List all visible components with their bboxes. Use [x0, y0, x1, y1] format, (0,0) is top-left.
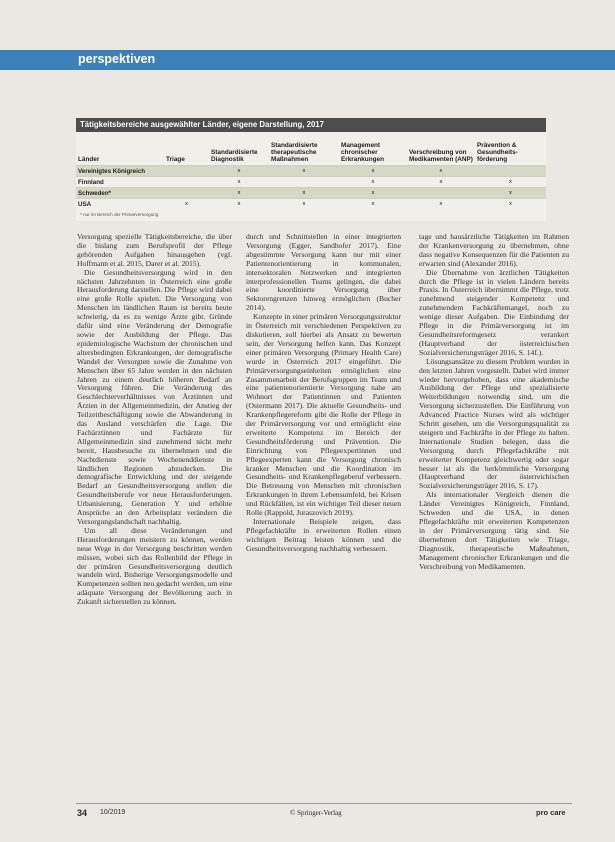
table-header: Standardisierte therapeutische Maßnahmen	[271, 142, 318, 163]
table-cell-country: Vereinigtes Königreich	[76, 166, 164, 177]
figure-title: Tätigkeitsbereiche ausgewählter Länder, eigene Darstellung, 2017	[76, 118, 546, 132]
table-cell: x	[339, 199, 407, 210]
table-cell-country: USA	[76, 199, 164, 210]
paragraph: Die Übernahme von ärztlichen Tätigkeiten durch die Pflege ist in vielen Ländern bereits Praxis. In Österreich übernimmt die Pflege, trotz zunehmend steigender Kompetenz und zunehmendem Fachkräftemangel, noch zu wenige dieser Aufgaben. Die Einbindung der Pflege in die Primärversorgung ist im Gesundheitsreformgesetz verankert (Hauptverband der österreichischen Sozialversicherungsträger 2016, S. 14f.).	[419, 267, 569, 357]
table-cell: x	[269, 199, 339, 210]
page-number: 34	[77, 808, 88, 818]
table-row	[76, 177, 546, 188]
table-cell-country: Schweden*	[76, 188, 164, 199]
table-header: Triage	[166, 156, 185, 163]
table-cell: x	[164, 199, 209, 210]
magazine-name: pro care	[536, 808, 566, 817]
table-row	[76, 188, 546, 199]
paragraph: tage und hausärztliche Tätigkeiten im Rahmen der Krankenversorgung zu übernehmen, ohne dass negative Konsequenzen für die Patienten zu erwarten sind (Alexander 2016).	[419, 233, 569, 268]
table-row	[76, 166, 546, 177]
table-cell: x	[475, 188, 546, 199]
paragraph: Um all diese Veränderungen und Herausforderungen meistern zu können, werden neue Wege in der Versorgung beschritten werden müssen, wobei sich das Rollenbild der Pflege in der primären Gesundheitsversorgung deutlich wandeln wird. Bisherige Versorgungsmodelle und Kompetenzen sollten neu gedacht werden, um eine adäquate Versorgung der Bevölkerung auch in Zukunft sicherstellen zu können.	[77, 525, 232, 607]
table-cell: x	[407, 199, 475, 210]
table-header: Standardisierte Diagnostik	[211, 149, 258, 163]
table-header: Management chronischer Erkrankungen	[341, 142, 384, 163]
table-cell: x	[475, 177, 546, 188]
table-cell	[164, 166, 209, 177]
figure-table-box	[76, 118, 546, 221]
table-cell: x	[209, 188, 269, 199]
table-header: Verschreibung von Medikamenten (ANP)	[409, 149, 473, 163]
table-cell: x	[269, 188, 339, 199]
table-cell: x	[339, 188, 407, 199]
footer-divider	[76, 803, 572, 804]
publisher-credit: © Springer-Verlag	[290, 809, 342, 817]
table-cell: x	[209, 199, 269, 210]
table-header-row	[76, 132, 546, 166]
section-title: perspektiven	[78, 52, 156, 66]
paragraph: Versorgung spezielle Tätigkeitsbereiche, die über die bislang zum Berufsprofil der Pflege gehörenden Aufgaben hinausgehen (vgl. Hoffmann et al. 2015, Darer et al. 2015).	[77, 233, 232, 268]
paragraph: Lösungsansätze zu diesem Problem wurden in den letzten Jahren vorgestellt. Dabei wird immer wieder hervorgehoben, dass eine akademische Ausbildung der Pflege und spezialisierte Weiterbildungen notwendig sind, um die Versorgung sicherzustellen. Die Einführung von Advanced Practice Nurses wird als wichtiger Schritt gesehen, um die Versorgungsqualität zu steigern und Fachkräfte in der Pflege zu halten. Internationale Studien belegen, dass die Versorgung durch Pflegefachkräfte mit erweiterter Kompetenz gleichwertig oder sogar besser ist als die herkömmliche Versorgung (Hauptverband der österreichischen Sozialversicherungsträger 2016, S. 17).	[419, 356, 569, 491]
table-cell	[269, 177, 339, 188]
paragraph: Konzepte in einer primären Versorgungsstruktur in Österreich mit verschiedenen Perspektiven zu diskutieren, soll hierbei als Ansatz zu bewerten sein, der Versorgung helfen kann. Das Konzept einer primären Versorgung (Primary Health Care) wurde in Österreich 2017 eingeführt. Die Primärversorgungseinheiten ermöglichen eine Zusammenarbeit der Berufsgruppen im Team und eine patientenorientierte Versorgung nahe am Wohnort der Patientinnen und Patienten (Ostermann 2017). Die aktuelle Gesundheits- und Krankenpflegereform gibt die Rolle der Pflege in der Primärversorgung vor und ermöglicht eine erweiterte Kompetenz im Bereich der Gesundheitsförderung und Prävention. Die Einrichtung von Pflegeexpertinnen und Pflegeexperten kann die Versorgung chronisch kranker Menschen und die Koordination im Gesundheits- und Krankenpflegeberuf verbessern. Die Betreuung von Menschen mit chronischen Erkrankungen in ihrem Lebensumfeld, bei Krisen und Rückfällen, ist ein wichtiger Teil dieser neuen Rolle (Rappold, Juraszovich 2019).	[246, 312, 401, 518]
paragraph: durch und Schnittstellen in einer integrierten Versorgung (Egger, Sandhofer 2017). Eine abgestimmte Versorgung kann nur mit einer Patientenorientierung in kommunalen, intersektoralen Netzwerken und integrierten interprofessionellen Teams gelingen, die dabei eine koordinierte Versorgung über Sektorengrenzen hinweg ermöglichen (Bucher 2014).	[246, 233, 401, 313]
table-cell: x	[407, 177, 475, 188]
table-cell-country: Finnland	[76, 177, 164, 188]
table-cell: x	[407, 166, 475, 177]
text-column-3	[419, 233, 569, 805]
table-cell	[164, 177, 209, 188]
text-column-2	[246, 233, 401, 805]
figure-footnote: * nur im Bereich der Primärversorgung	[80, 212, 159, 217]
table-cell: x	[339, 177, 407, 188]
paragraph: Internationale Beispiele zeigen, dass Pflegefachkräfte in erweiterten Rollen einen wichtigen Beitrag leisten können und die Gesundheitsversorgung nachhaltig verbessern.	[246, 517, 401, 553]
table-cell: x	[475, 199, 546, 210]
issue-number: 10/2019	[100, 809, 126, 816]
table-cell	[475, 166, 546, 177]
paragraph: Als internationaler Vergleich dienen die Länder Vereinigtes Königreich, Finnland, Schweden und die USA, in denen Pflegefachkräfte mit erweiterten Kompetenzen in der Primärversorgung tätig sind. Sie übernehmen dort Tätigkeiten wie Triage, Diagnostik, therapeutische Maßnahmen, Management chronischer Erkrankungen und die Verschreibung von Medikamenten.	[419, 490, 569, 571]
table-cell	[407, 188, 475, 199]
paragraph: Die Gesundheitsversorgung wird in den nächsten Jahrzehnten in Österreich eine große Herausforderung darstellen. Die Pflege wird dabei eine große Rolle spielen. Die Versorgung von Menschen im ländlichen Raum ist bereits heute schwierig, da es zu wenige Ärzte gibt. Gründe dafür sind eine Veränderung der Demografie sowie der Ausbildung der Pflege. Das epidemiologische Wachstum der chronischen und altersbedingten Erkrankungen, der demografische Wandel der Versorgten sowie die Zunahme von Menschen über 65 Jahre werden in den nächsten Jahren zu einem deutlich höheren Bedarf an Versorgung führen. Die Veränderung des Geschlechterverhältnisses von Ärztinnen und Ärzten in der Allgemeinmedizin, der Anstieg der Teilzeitbeschäftigung sowie die Abwanderung in das Ausland verschärfen die Lage. Die Fachärztinnen und Fachärzte für Allgemeinmedizin sind zunehmend nicht mehr bereit, Hausbesuche zu übernehmen und die Nachtdienste sowie Wochenenddienste in ländlichen Regionen abzudecken. Die demografische Entwicklung und der steigende Bedarf an Gesundheitsversorgung stellen die Gesundheitsberufe vor neue Herausforderungen. Urbanisierung, Generation Y und erhöhte Ansprüche an den Arbeitsplatz verändern die Versorgungslandschaft nachhaltig.	[77, 267, 232, 526]
table-row	[76, 199, 546, 210]
table-cell: x	[339, 166, 407, 177]
table-header: Prävention & Gesundheits-förderung	[477, 142, 518, 163]
table-cell: x	[209, 166, 269, 177]
activity-table	[76, 132, 546, 209]
table-cell: x	[269, 166, 339, 177]
table-cell	[164, 188, 209, 199]
table-header: Länder	[78, 156, 100, 163]
table-cell: x	[209, 177, 269, 188]
text-column-1	[77, 233, 232, 805]
